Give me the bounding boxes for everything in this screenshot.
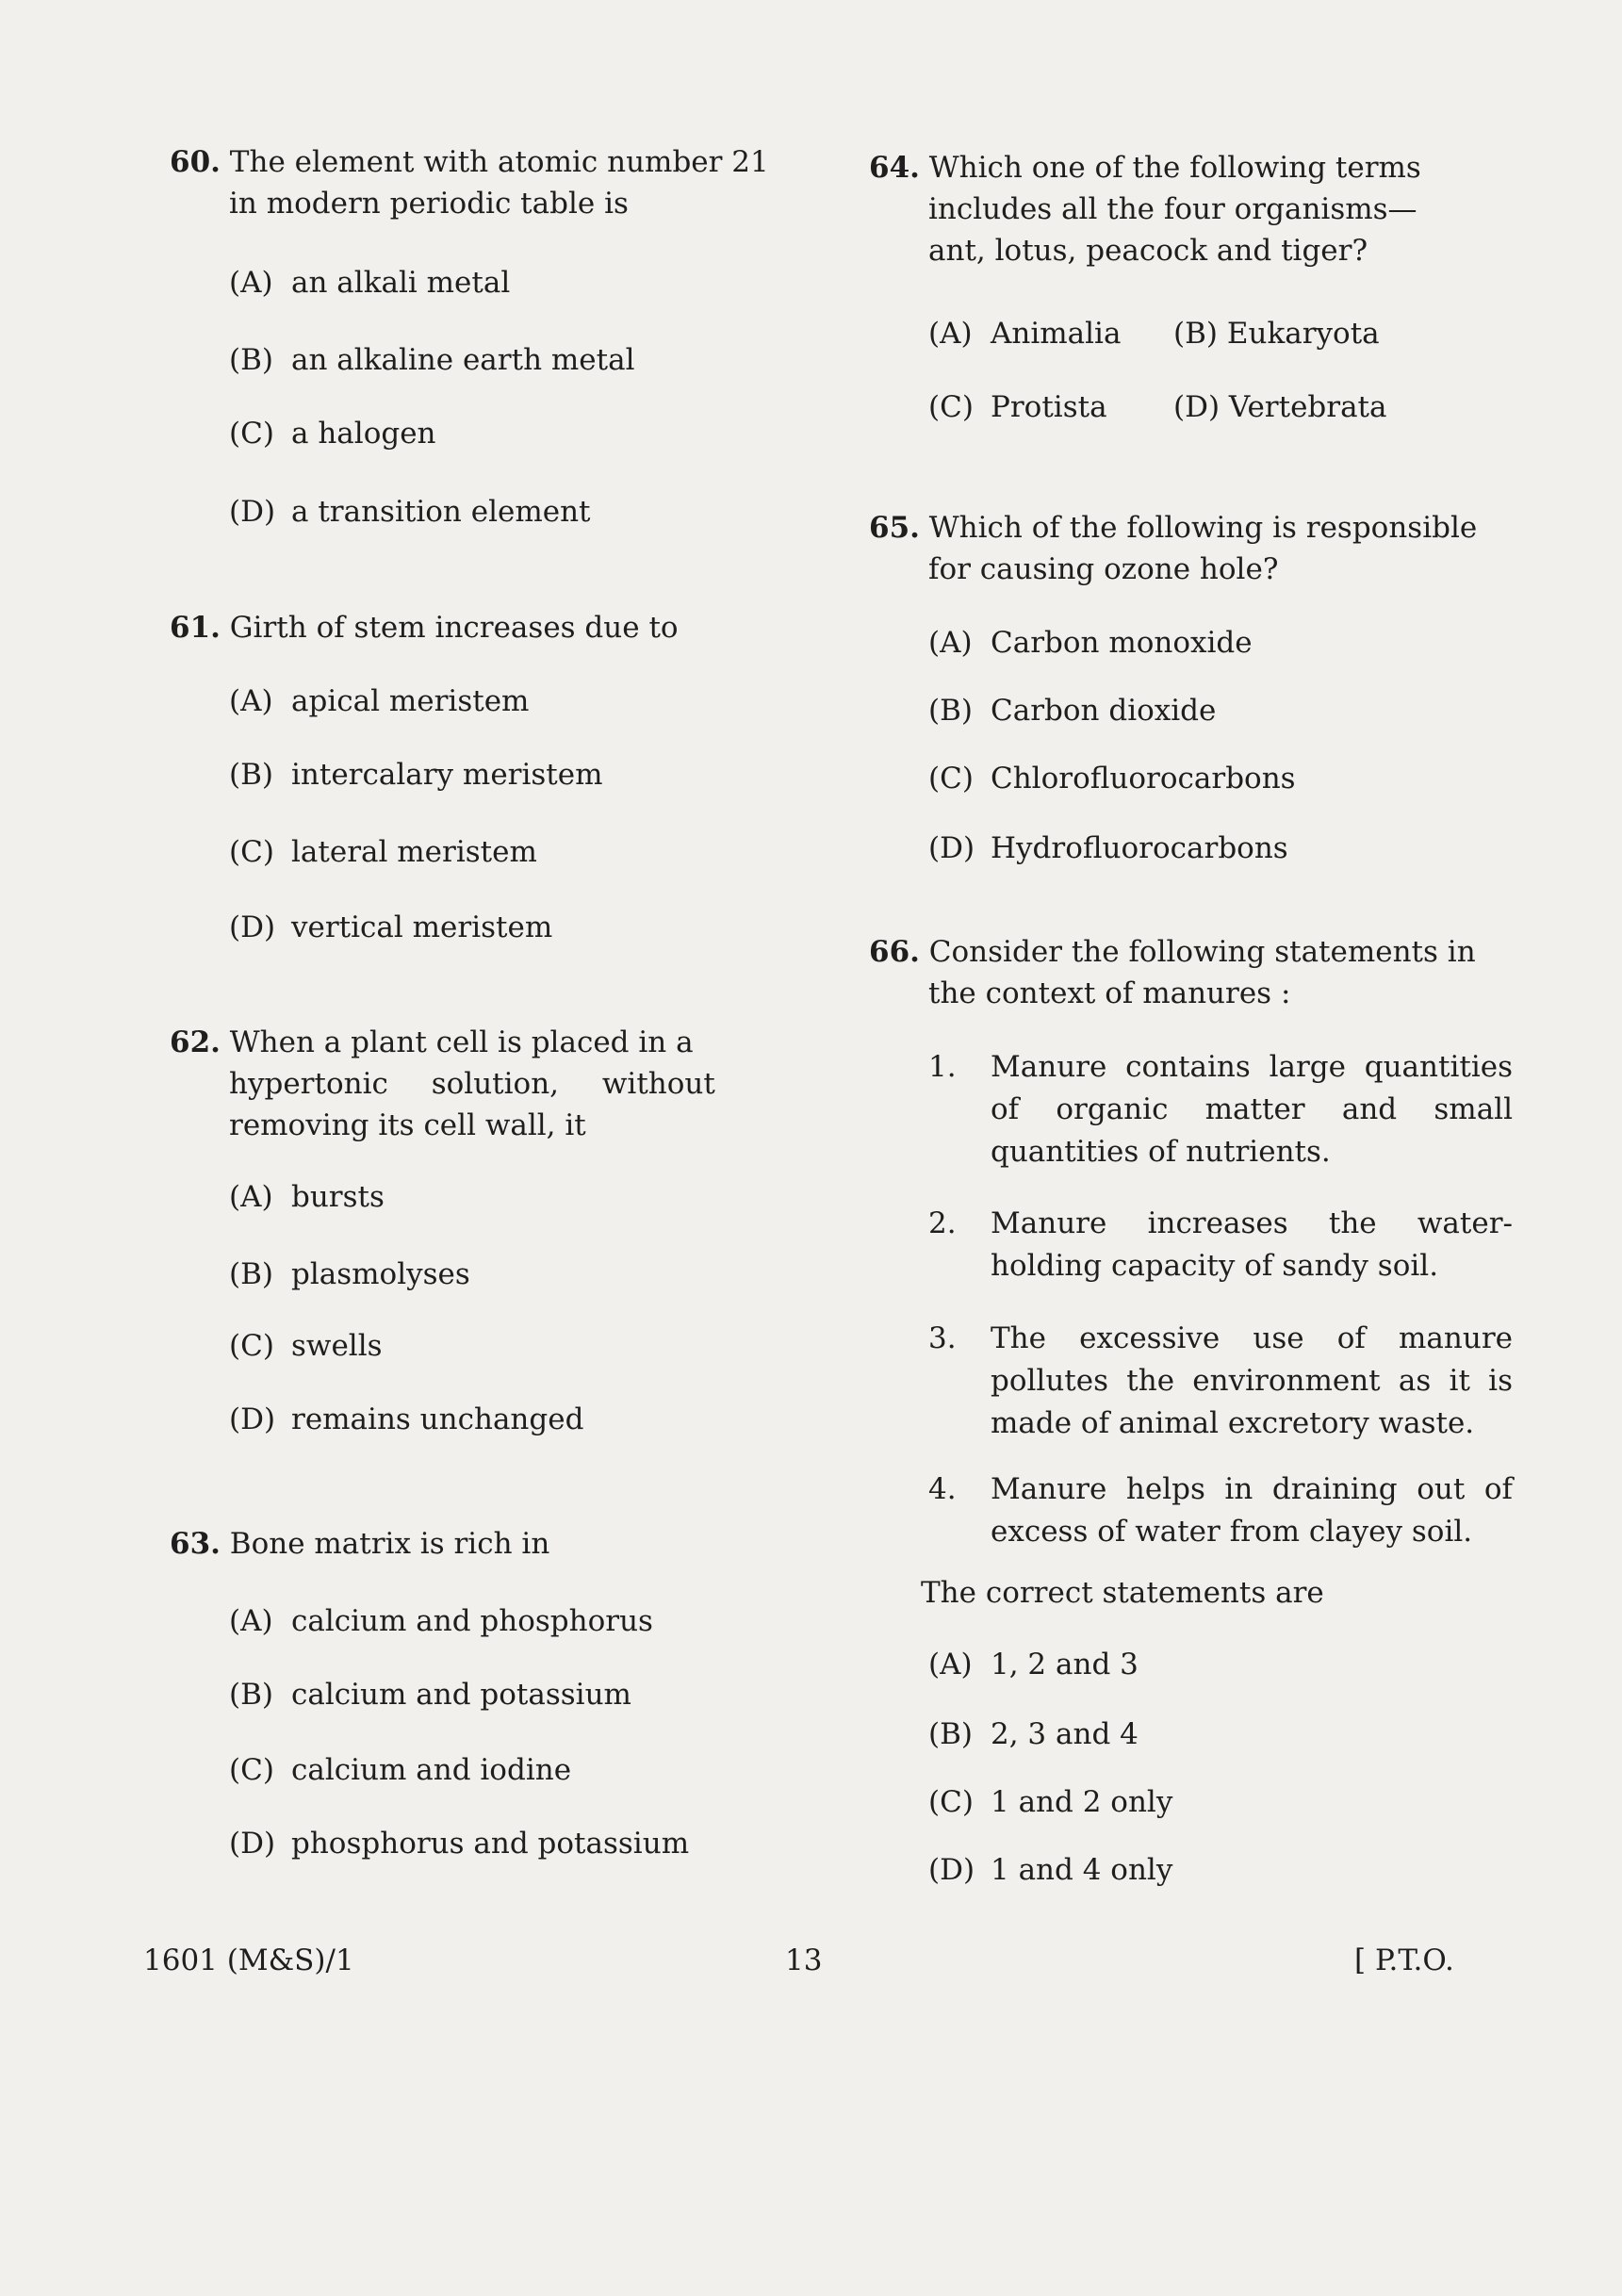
option-b[interactable]: (B) calcium and potassium bbox=[229, 1678, 631, 1712]
option-b[interactable]: (B) Eukaryota bbox=[1173, 317, 1380, 351]
statement-3: 3. The excessive use of manure pollutes the environment as it is made of animal excretory waste. bbox=[928, 1321, 1513, 1440]
question-stem: Consider the following statements in bbox=[928, 935, 1476, 969]
question-65 bbox=[869, 507, 1478, 865]
option-d[interactable]: (D) a transition element bbox=[229, 495, 591, 529]
question-61 bbox=[170, 607, 773, 944]
question-62 bbox=[170, 1022, 773, 1436]
question-stem: removing its cell wall, it bbox=[229, 1108, 586, 1142]
option-b[interactable]: (B) 2, 3 and 4 bbox=[928, 1717, 1139, 1751]
option-c[interactable]: (C) Chlorofluorocarbons bbox=[928, 762, 1296, 795]
option-a[interactable]: (A) Animalia bbox=[928, 317, 1122, 351]
option-b[interactable]: (B) intercalary meristem bbox=[229, 758, 603, 792]
question-number: 65. bbox=[869, 511, 920, 545]
option-c[interactable]: (C) lateral meristem bbox=[229, 835, 537, 869]
option-d[interactable]: (D) 1 and 4 only bbox=[928, 1853, 1173, 1887]
question-stem: in modern periodic table is bbox=[229, 187, 629, 221]
option-a[interactable]: (A) an alkali metal bbox=[229, 266, 511, 300]
option-d[interactable]: (D) vertical meristem bbox=[229, 910, 553, 944]
paper-code: 1601 (M&S)/1 bbox=[143, 1943, 354, 1977]
option-a[interactable]: (A) apical meristem bbox=[229, 684, 530, 718]
option-b[interactable]: (B) plasmolyses bbox=[229, 1257, 470, 1291]
question-stem: Which of the following is responsible bbox=[928, 511, 1478, 545]
statement-1: 1. Manure contains large quantities of organic matter and small quantities of nutrients. bbox=[928, 1050, 1513, 1169]
question-stem: for causing ozone hole? bbox=[928, 552, 1279, 586]
question-number: 63. bbox=[170, 1527, 221, 1561]
option-d[interactable]: (D) Hydrofluorocarbons bbox=[928, 831, 1288, 865]
page-number: 13 bbox=[785, 1943, 823, 1977]
option-c[interactable]: (C) a halogen bbox=[229, 417, 436, 451]
question-63 bbox=[170, 1523, 773, 1861]
question-stem: hypertonic solution, without bbox=[229, 1067, 715, 1101]
option-c[interactable]: (C) calcium and iodine bbox=[229, 1753, 572, 1787]
option-d[interactable]: (D) remains unchanged bbox=[229, 1402, 584, 1436]
question-number: 62. bbox=[170, 1025, 221, 1059]
option-c[interactable]: (C) Protista bbox=[928, 390, 1107, 424]
statement-4: 4. Manure helps in draining out of excess of water from clayey soil. bbox=[928, 1472, 1513, 1549]
correct-statements-prompt: The correct statements are bbox=[921, 1576, 1324, 1610]
question-66 bbox=[869, 931, 1513, 1887]
question-stem: The element with atomic number 21 bbox=[229, 145, 769, 179]
question-60 bbox=[170, 141, 773, 529]
option-b[interactable]: (B) an alkaline earth metal bbox=[229, 343, 635, 377]
question-stem: ant, lotus, peacock and tiger? bbox=[928, 234, 1368, 268]
option-c[interactable]: (C) swells bbox=[229, 1329, 383, 1363]
option-b[interactable]: (B) Carbon dioxide bbox=[928, 694, 1217, 728]
option-a[interactable]: (A) Carbon monoxide bbox=[928, 626, 1253, 660]
pto-label: [ P.T.O. bbox=[1354, 1943, 1454, 1977]
question-stem: the context of manures : bbox=[928, 976, 1291, 1010]
question-stem: Which one of the following terms bbox=[928, 151, 1421, 185]
question-stem: When a plant cell is placed in a bbox=[229, 1025, 694, 1059]
option-d[interactable]: (D) Vertebrata bbox=[1173, 390, 1387, 424]
question-number: 66. bbox=[869, 935, 920, 969]
question-number: 64. bbox=[869, 151, 920, 185]
option-c[interactable]: (C) 1 and 2 only bbox=[928, 1785, 1173, 1819]
question-number: 61. bbox=[170, 611, 221, 645]
option-a[interactable]: (A) calcium and phosphorus bbox=[229, 1604, 653, 1638]
option-a[interactable]: (A) 1, 2 and 3 bbox=[928, 1648, 1139, 1681]
option-d[interactable]: (D) phosphorus and potassium bbox=[229, 1827, 690, 1861]
question-64 bbox=[869, 147, 1472, 424]
question-stem: includes all the four organisms— bbox=[928, 192, 1417, 226]
question-stem: Girth of stem increases due to bbox=[229, 611, 679, 645]
question-stem: Bone matrix is rich in bbox=[229, 1527, 550, 1561]
question-number: 60. bbox=[170, 145, 221, 179]
statement-2: 2. Manure increases the water-holding capacity of sandy soil. bbox=[928, 1206, 1513, 1283]
option-a[interactable]: (A) bursts bbox=[229, 1180, 385, 1214]
